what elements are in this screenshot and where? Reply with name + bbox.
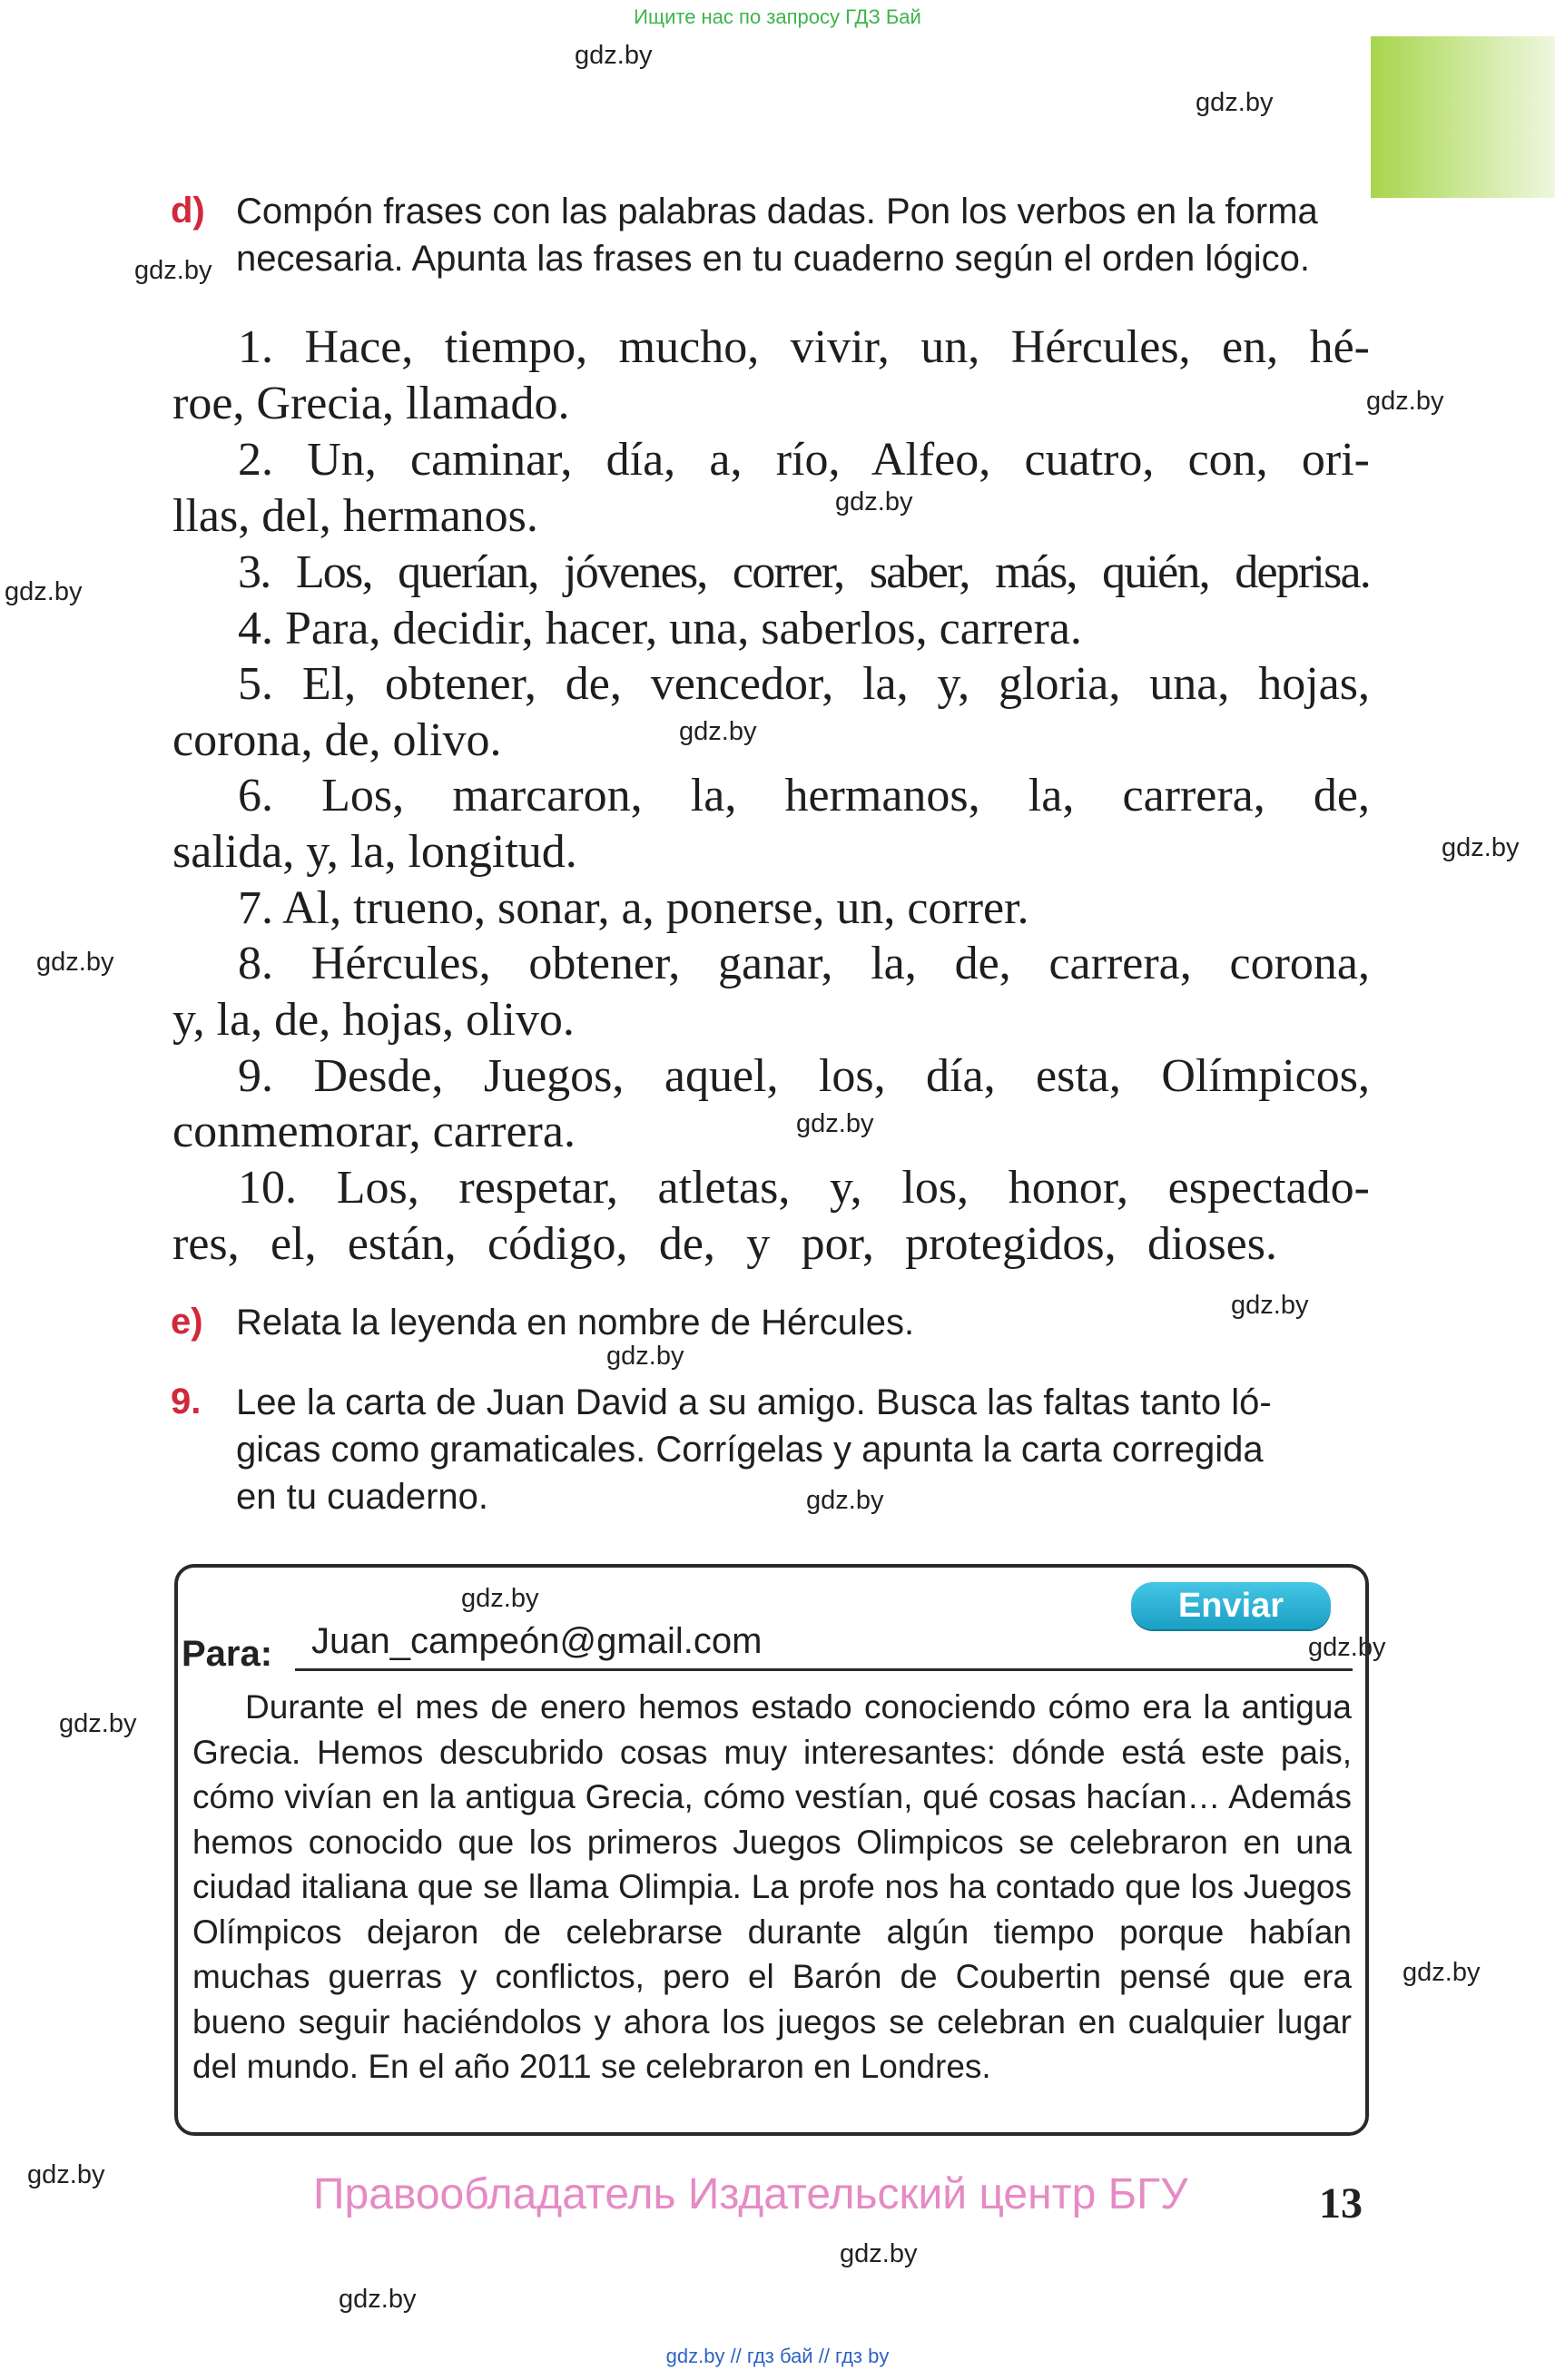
watermark: gdz.by: [679, 717, 757, 746]
task-letter-d: d): [171, 191, 205, 231]
watermark: gdz.by: [36, 948, 114, 977]
email-body-text: Durante el mes de enero hemos estado conociendo cómo era la antigua Grecia. Hemos descubrido cosas muy interesantes: dónde está este pais, cómo vivían en la antigua Grecia, cómo vestían, qué cosas hacían… Además hemos conocido que los primeros Juegos Olimpicos se celebraron en una ciudad italiana que se llama Olimpia. La profe nos ha contado que los Juegos Olímpicos dejaron de celebrarse durante algún tiempo porque habían muchas guerras y conflictos, pero el Barón de Coubertin pensé que era bueno seguir haciéndolos y ahora los juegos se celebran en cualquier lugar del mundo. En el año 2011 se celebraron en Londres.: [192, 1688, 1352, 2085]
copyright-notice: Правообладатель Издательский центр БГУ: [313, 2170, 1188, 2218]
sentence-line: salida, y, la, longitud.: [172, 826, 577, 878]
sentence-line: roe, Grecia, llamado.: [172, 378, 570, 429]
sentence-line: 9. Desde, Juegos, aquel, los, día, esta, Olímpicos,: [238, 1050, 1370, 1102]
sentence-line: 7. Al, trueno, sonar, a, ponerse, un, correr.: [238, 882, 1029, 934]
watermark: gdz.by: [806, 1486, 884, 1515]
watermark: gdz.by: [840, 2239, 918, 2268]
recipient-address[interactable]: Juan_campeón@gmail.com: [311, 1621, 763, 1661]
bottom-links[interactable]: gdz.by // гдз бай // гдз by: [665, 2345, 890, 2367]
sentence-line: 5. El, obtener, de, vencedor, la, y, gloria, una, hojas,: [238, 658, 1370, 710]
watermark: gdz.by: [5, 577, 83, 606]
watermark: gdz.by: [1402, 1958, 1481, 1987]
page-number: 13: [1319, 2179, 1363, 2228]
watermark: gdz.by: [575, 41, 653, 70]
sentence-line: 4. Para, decidir, hacer, una, saberlos, carrera.: [238, 603, 1082, 654]
watermark: gdz.by: [1231, 1291, 1309, 1320]
sentence-line: corona, de, olivo.: [172, 714, 502, 766]
watermark: gdz.by: [606, 1342, 684, 1371]
email-body: [192, 1685, 1352, 2090]
task-d-instruction-line1: Compón frases con las palabras dadas. Pon los verbos en la forma: [236, 192, 1318, 231]
watermark: gdz.by: [461, 1584, 539, 1613]
search-banner[interactable]: Ищите нас по запросу ГДЗ Бай: [634, 5, 921, 28]
recipient-underline: [295, 1668, 1353, 1671]
sentence-line: y, la, de, hojas, olivo.: [172, 994, 575, 1046]
watermark: gdz.by: [59, 1709, 137, 1738]
watermark: gdz.by: [835, 487, 913, 516]
watermark: gdz.by: [1366, 387, 1444, 416]
watermark: gdz.by: [796, 1109, 874, 1138]
sentence-line: 3. Los, querían, jóvenes, correr, saber, más, quién, deprisa.: [238, 546, 1370, 598]
sentence-line: llas, del, hermanos.: [172, 490, 538, 542]
task-9-instruction-line1: Lee la carta de Juan David a su amigo. Busca las faltas tanto ló-: [236, 1382, 1272, 1422]
task-letter-e: e): [171, 1302, 203, 1342]
sentence-line: 10. Los, respetar, atletas, y, los, honor, espectado-: [238, 1162, 1370, 1214]
watermark: gdz.by: [1196, 88, 1274, 117]
task-e-instruction: Relata la leyenda en nombre de Hércules.: [236, 1303, 915, 1342]
sentence-line: res, el, están, código, de, y por, protegidos, dioses.: [172, 1218, 1277, 1270]
watermark: gdz.by: [1308, 1633, 1386, 1662]
watermark: gdz.by: [27, 2160, 105, 2189]
watermark: gdz.by: [339, 2285, 417, 2314]
sentence-line: 1. Hace, tiempo, mucho, vivir, un, Hércules, en, hé-: [238, 321, 1370, 373]
task-number-9: 9.: [171, 1382, 202, 1421]
to-label: Para:: [182, 1634, 273, 1674]
corner-decoration: [1371, 36, 1555, 198]
task-d-instruction-line2: necesaria. Apunta las frases en tu cuaderno según el orden lógico.: [236, 239, 1311, 279]
sentence-line: conmemorar, carrera.: [172, 1106, 576, 1157]
task-9-instruction-line2: gicas como gramaticales. Corrígelas y apunta la carta corregida: [236, 1430, 1264, 1470]
sentence-line: 8. Hércules, obtener, ganar, la, de, carrera, corona,: [238, 938, 1370, 989]
sentence-line: 2. Un, caminar, día, a, río, Alfeo, cuatro, con, ori-: [238, 434, 1370, 486]
watermark: gdz.by: [1442, 833, 1520, 862]
task-9-instruction-line3: en tu cuaderno.: [236, 1477, 488, 1517]
send-button[interactable]: Enviar: [1131, 1582, 1331, 1629]
sentence-line: 6. Los, marcaron, la, hermanos, la, carrera, de,: [238, 770, 1370, 821]
watermark: gdz.by: [134, 256, 212, 285]
